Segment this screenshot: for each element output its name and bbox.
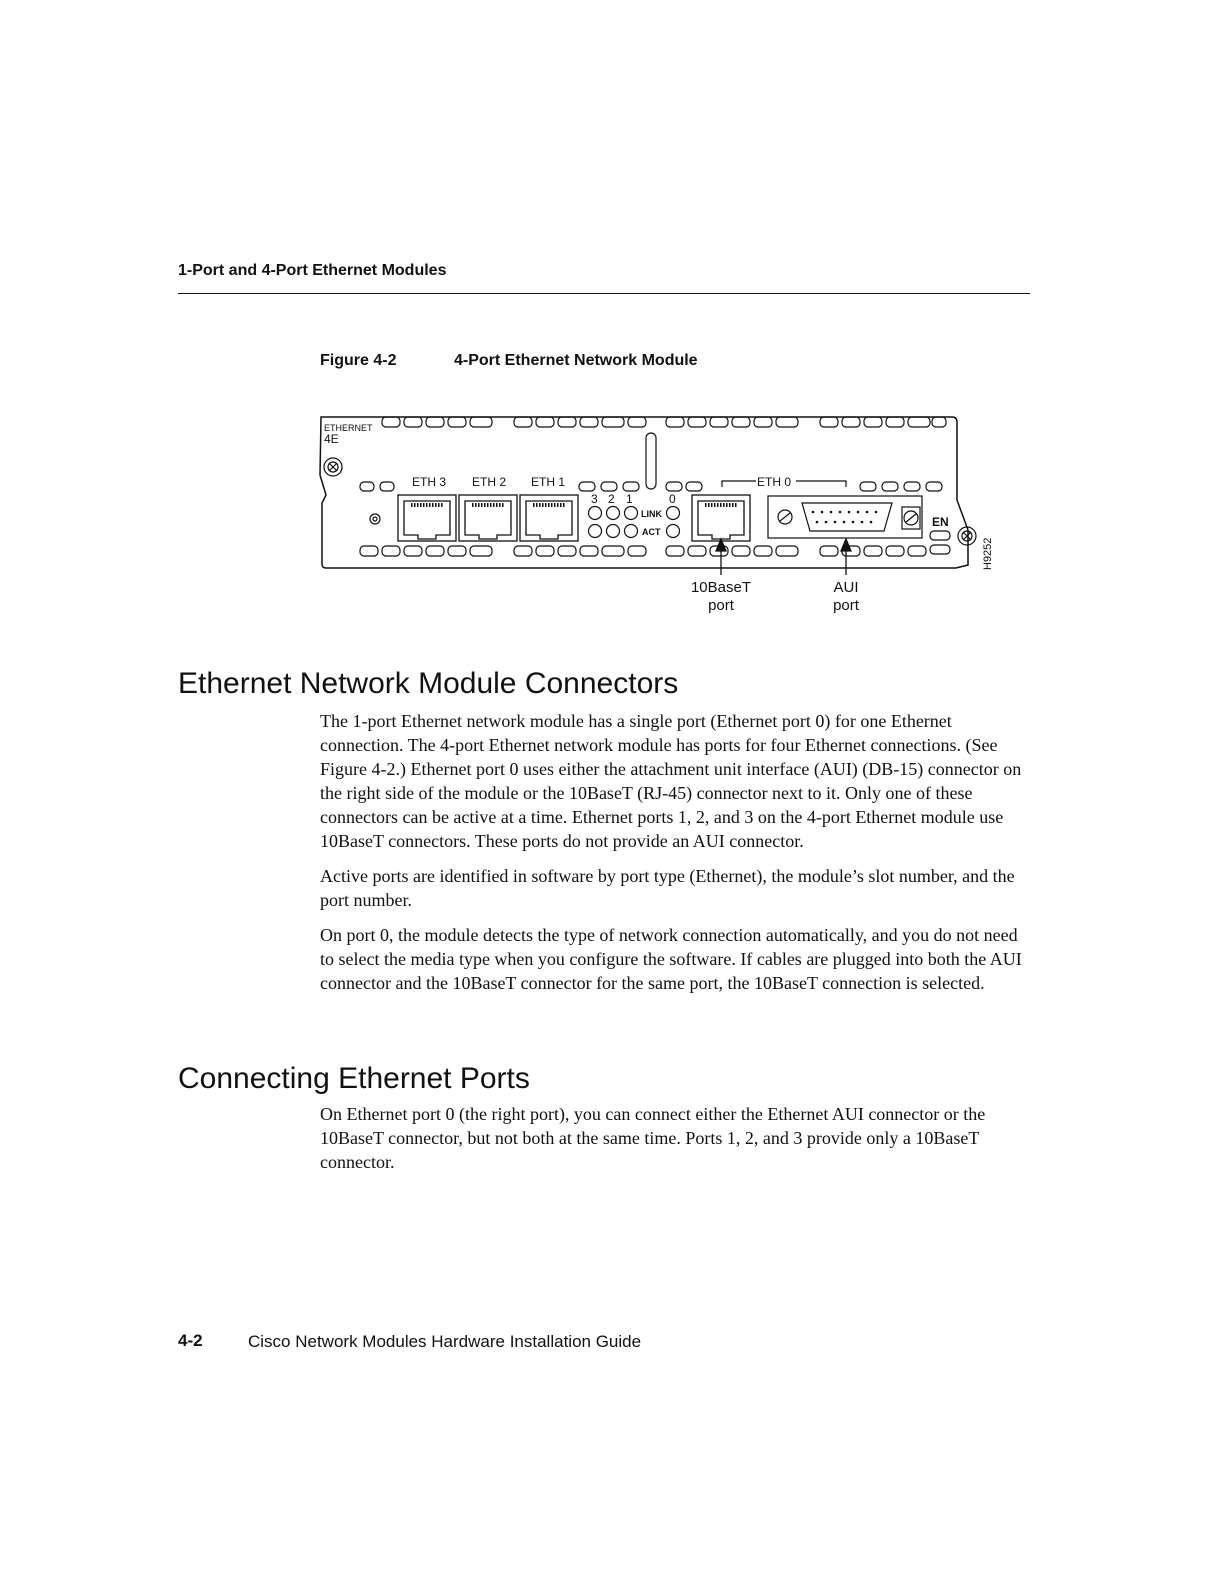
eth3-label: ETH 3 — [412, 475, 447, 489]
callout-10baset-line2: port — [708, 597, 734, 614]
paragraph: The 1-port Ethernet network module has a single port (Ethernet port 0) for one Ethernet connection. The 4-port Ethernet network module has ports for four Ethernet connections. (See Figure 4-2.) Ethernet port 0 uses either the attachment unit interface (AUI) (DB-15) connector on the right side of the module or the 10BaseT (RJ-45) connector next to it. Only one of these connectors can be active at a time. Ethernet ports 1, 2, and 3 on the 4-port Ethernet module use 10BaseT connectors. These ports do not provide an AUI connector. — [320, 711, 1022, 851]
link-label: LINK — [641, 509, 662, 519]
module-type-label: ETHERNET — [324, 423, 373, 433]
eth2-label: ETH 2 — [472, 475, 507, 489]
aui-db15-connector — [768, 496, 922, 538]
rj45-port-eth3 — [398, 495, 456, 541]
rj45-port-eth2 — [459, 495, 517, 541]
led-1-label: 1 — [626, 492, 633, 506]
callout-aui-line2: port — [833, 597, 859, 614]
mounting-hole-icon — [370, 514, 380, 524]
callout-aui-line1: AUI — [833, 579, 859, 596]
center-slot — [646, 433, 656, 489]
book-title: Cisco Network Modules Hardware Installation Guide — [248, 1332, 642, 1351]
paragraph: On port 0, the module detects the type of network connection automatically, and you do not need to select the media type when you configure the software. If cables are plugged into both the AUI connector and the 10BaseT connector for the same port, the 10BaseT connection is selected. — [320, 925, 1022, 993]
figure-id-label: H9252 — [982, 537, 994, 570]
section-heading-connecting-ports: Connecting Ethernet Ports — [178, 1062, 530, 1095]
paragraph: On Ethernet port 0 (the right port), you can connect either the Ethernet AUI connector or the 10BaseT connector, but not both at the same time. Ports 1, 2, and 3 provide only a 10BaseT connector. — [320, 1104, 986, 1172]
eth0-label: ETH 0 — [757, 475, 792, 489]
callout-arrows — [716, 539, 851, 575]
top-vent-slots — [382, 417, 946, 427]
right-screw-icon — [958, 527, 976, 545]
led-indicators — [589, 507, 680, 538]
rj45-port-eth0 — [692, 495, 750, 541]
module-drawing — [316, 405, 1006, 625]
section-body-connectors — [320, 709, 1032, 1006]
left-screw-icon — [324, 458, 342, 476]
section-body-connecting-ports — [320, 1102, 1032, 1185]
led-0-label: 0 — [669, 492, 676, 506]
module-model-label: 4E — [324, 432, 339, 446]
running-header: 1-Port and 4-Port Ethernet Modules — [178, 262, 447, 279]
figure-number: Figure 4-2 — [320, 352, 397, 369]
rj45-port-eth1 — [520, 495, 578, 541]
en-label: EN — [932, 515, 949, 529]
faceplate-outline — [320, 417, 968, 568]
callout-10baset-line1: 10BaseT — [690, 579, 752, 596]
figure-title: 4-Port Ethernet Network Module — [454, 352, 698, 369]
section-heading-connectors: Ethernet Network Module Connectors — [178, 667, 679, 700]
header-rule — [178, 293, 1030, 294]
page-number: 4-2 — [178, 1331, 203, 1350]
ethernet-module-figure — [316, 405, 1006, 625]
act-label: ACT — [642, 527, 661, 537]
led-3-label: 3 — [591, 492, 598, 506]
paragraph: Active ports are identified in software by port type (Ethernet), the module’s slot number, and the port number. — [320, 866, 1015, 910]
figure-caption — [320, 352, 698, 370]
led-2-label: 2 — [608, 492, 615, 506]
eth1-label: ETH 1 — [531, 475, 566, 489]
